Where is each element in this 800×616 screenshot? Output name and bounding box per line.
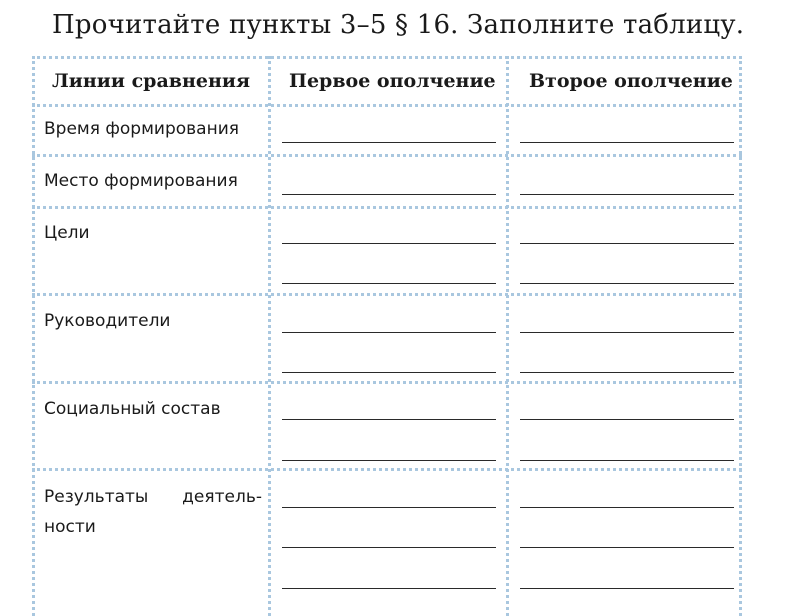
table-border-left xyxy=(32,56,35,616)
row-label-results-line2: ности xyxy=(44,517,96,537)
row-label-goals: Цели xyxy=(44,223,90,243)
answer-line[interactable] xyxy=(282,547,496,548)
row-divider xyxy=(32,293,742,296)
answer-line[interactable] xyxy=(520,419,734,420)
answer-line[interactable] xyxy=(282,142,496,143)
answer-line[interactable] xyxy=(282,507,496,508)
header-first-militia: Первое ополчение xyxy=(289,70,496,92)
answer-line[interactable] xyxy=(520,547,734,548)
row-divider xyxy=(32,468,742,471)
answer-line[interactable] xyxy=(520,142,734,143)
answer-line[interactable] xyxy=(282,243,496,244)
answer-line[interactable] xyxy=(282,283,496,284)
row-divider xyxy=(32,381,742,384)
comparison-table xyxy=(32,56,742,616)
table-border-top xyxy=(32,56,742,59)
answer-line[interactable] xyxy=(520,243,734,244)
row-label-social-composition: Социальный состав xyxy=(44,399,221,419)
task-instruction-title: Прочитайте пункты 3–5 § 16. Заполните таблицу. xyxy=(52,10,745,40)
header-comparison-lines: Линии сравнения xyxy=(52,70,250,92)
answer-line[interactable] xyxy=(520,588,734,589)
answer-line[interactable] xyxy=(520,507,734,508)
row-divider xyxy=(32,104,742,107)
answer-line[interactable] xyxy=(282,194,496,195)
column-divider-2 xyxy=(506,56,509,616)
answer-line[interactable] xyxy=(282,332,496,333)
header-second-militia: Второе ополчение xyxy=(529,70,733,92)
row-label-results-line1: Результаты деятель- xyxy=(44,487,262,507)
answer-line[interactable] xyxy=(282,588,496,589)
answer-line[interactable] xyxy=(520,460,734,461)
row-label-formation-place: Место формирования xyxy=(44,171,238,191)
answer-line[interactable] xyxy=(520,332,734,333)
answer-line[interactable] xyxy=(520,372,734,373)
answer-line[interactable] xyxy=(520,283,734,284)
row-label-leaders: Руководители xyxy=(44,311,171,331)
answer-line[interactable] xyxy=(520,194,734,195)
column-divider-1 xyxy=(268,56,271,616)
answer-line[interactable] xyxy=(282,419,496,420)
row-label-formation-time: Время формирования xyxy=(44,119,239,139)
row-divider xyxy=(32,206,742,209)
row-divider xyxy=(32,154,742,157)
table-border-right xyxy=(739,56,742,616)
answer-line[interactable] xyxy=(282,460,496,461)
answer-line[interactable] xyxy=(282,372,496,373)
